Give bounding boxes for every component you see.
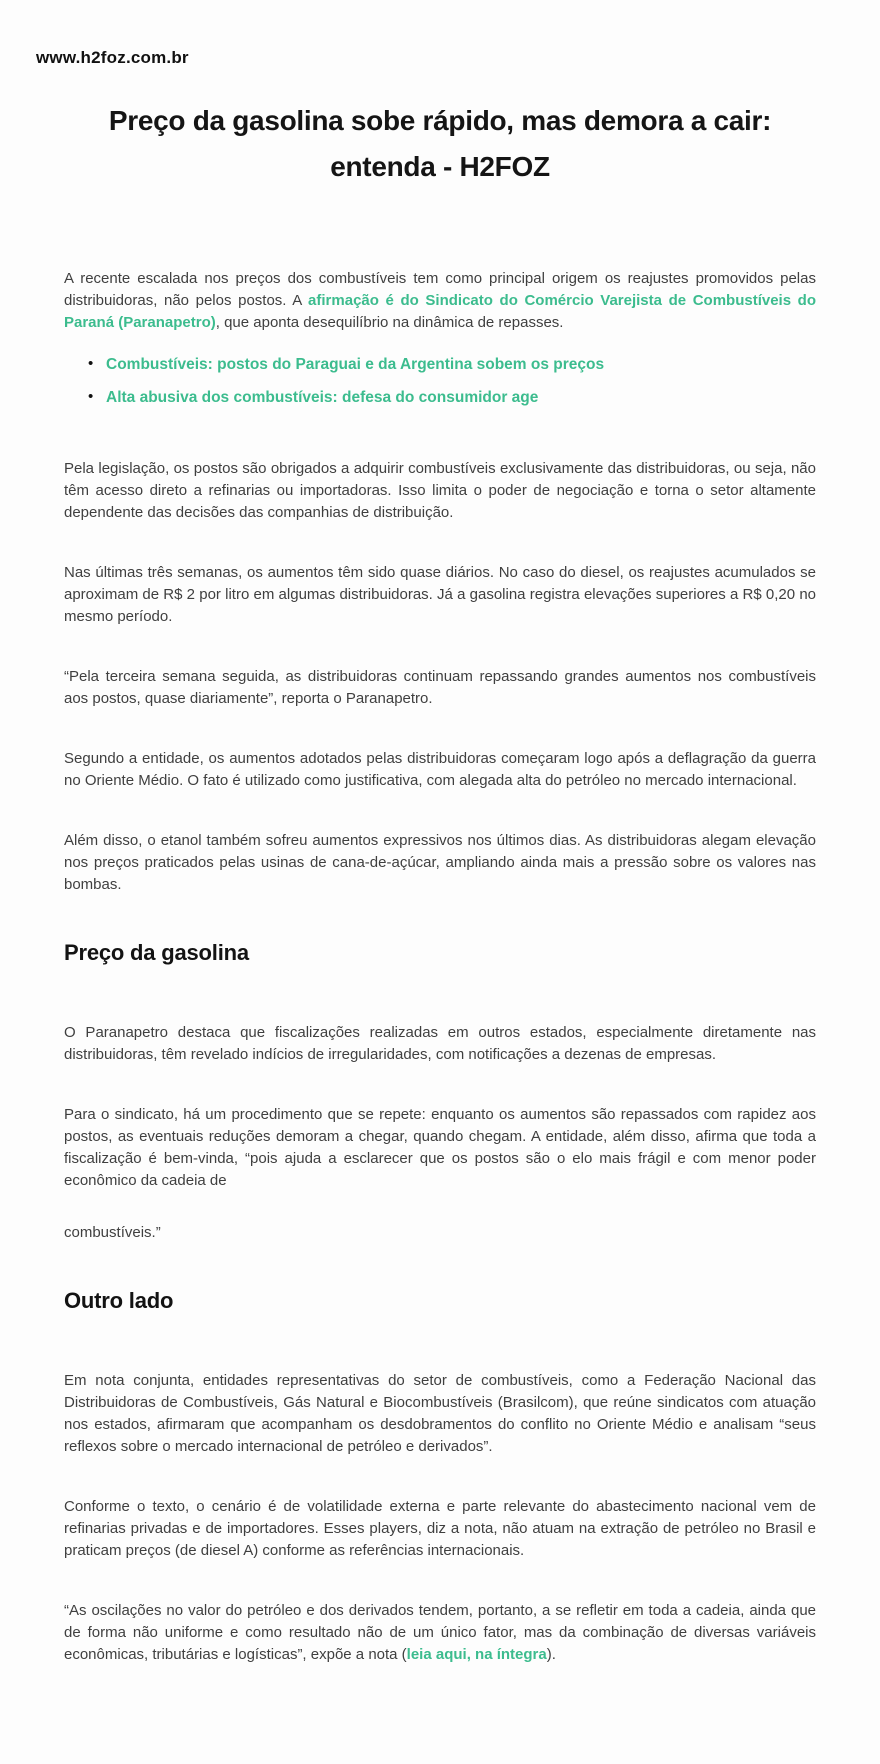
intro-text-after: , que aponta desequilíbrio na dinâmica de repasses. [215, 314, 564, 331]
paragraph-conforme-texto: Conforme o texto, o cenário é de volatilidade externa e parte relevante do abastecimento nacional vem de refinarias privadas e de importadores. Esses players, diz a nota, não atuam na extração de petróleo no Brasil e praticam preços (de diesel A) conforme as referências internacionais. [64, 1498, 816, 1559]
paragraph-nota-conjunta: Em nota conjunta, entidades representativas do setor de combustíveis, como a Federação Nacional das Distribuidoras de Combustíveis, Gás Natural e Biocombustíveis (Brasilcom), que reúne sindicatos com atuação nos estados, afirmaram que acompanham os desdobramentos do conflito no Oriente Médio e analisam “seus reflexos sobre o mercado internacional de petróleo e derivados”. [64, 1372, 816, 1455]
site-url: www.h2foz.com.br [36, 48, 189, 67]
paragraph-ultimas-semanas: Nas últimas três semanas, os aumentos têm sido quase diários. No caso do diesel, os reajustes acumulados se aproximam de R$ 2 por litro em algumas distribuidoras. Já a gasolina registra elevações superiores a R$ 0,20 no mesmo período. [64, 564, 816, 625]
paragraph-legislacao: Pela legislação, os postos são obrigados a adquirir combustíveis exclusivamente das distribuidoras, ou seja, não têm acesso direto a refinarias ou importadoras. Isso limita o poder de negociação e torna o setor altamente dependente das decisões das companhias de distribuição. [64, 460, 816, 521]
closing-text-before: “As oscilações no valor do petróleo e dos derivados tendem, portanto, a se refletir em toda a cadeia, ainda que de forma não uniforme e como resultado não de um único fator, mas da combinação de diversas variáveis econômicas, tributárias e logísticas”, expõe a nota ( [64, 1602, 816, 1663]
leia-aqui-link[interactable]: leia aqui, na íntegra [406, 1646, 547, 1663]
paranapetro-link[interactable]: afirmação é do Sindicato do Comércio Varejista de Combustíveis do Paraná (Paranapetro) [64, 292, 817, 331]
paragraph-etanol: Além disso, o etanol também sofreu aumentos expressivos nos últimos dias. As distribuidoras alegam elevação nos preços praticados pelas usinas de cana-de-açúcar, ampliando ainda mais a pressão sobre os valores nas bombas. [64, 832, 816, 893]
list-item [88, 387, 816, 408]
section-heading-preco-gasolina: Preço da gasolina [64, 940, 249, 965]
related-link-alta-abusiva[interactable]: Alta abusiva dos combustíveis: defesa do consumidor age [106, 389, 539, 406]
section-heading-outro-lado: Outro lado [64, 1288, 174, 1313]
closing-text-after: ). [546, 1646, 556, 1663]
paragraph-fragment-combustiveis: combustíveis.” [64, 1224, 161, 1241]
related-link-paraguai-argentina[interactable]: Combustíveis: postos do Paraguai e da Argentina sobem os preços [106, 356, 605, 373]
paragraph-procedimento: Para o sindicato, há um procedimento que se repete: enquanto os aumentos são repassados com rapidez aos postos, as eventuais reduções demoram a chegar, quando chegam. A entidade, além disso, afirma que toda a fiscalização é bem-vinda, “pois ajuda a esclarecer que os postos são o elo mais frágil e com menor poder econômico da cadeia de [64, 1106, 816, 1189]
intro-text-before: A recente escalada nos preços dos combustíveis tem como principal origem os reajustes promovidos pelas distribuidoras, não pelos postos. A [64, 270, 816, 309]
paragraph-segundo-entidade: Segundo a entidade, os aumentos adotados pelas distribuidoras começaram logo após a deflagração da guerra no Oriente Médio. O fato é utilizado como justificativa, com alegada alta do petróleo no mercado internacional. [64, 750, 816, 789]
paragraph-fiscalizacoes: O Paranapetro destaca que fiscalizações realizadas em outros estados, especialmente diretamente nas distribuidoras, têm revelado indícios de irregularidades, com notificações a dezenas de empresas. [64, 1024, 816, 1063]
article-title [64, 98, 816, 190]
closing-paragraph [64, 1600, 816, 1666]
bullet-icon: • [88, 388, 94, 405]
related-links-list [64, 354, 816, 408]
paragraph-terceira-semana: “Pela terceira semana seguida, as distribuidoras continuam repassando grandes aumentos nos combustíveis aos postos, quase diariamente”, reporta o Paranapetro. [64, 668, 816, 707]
article-title-line2: entenda - H2FOZ [330, 151, 550, 182]
list-item [88, 354, 816, 375]
bullet-icon: • [88, 355, 94, 372]
intro-paragraph [64, 268, 816, 334]
article-title-line1: Preço da gasolina sobe rápido, mas demora a cair: [108, 105, 772, 136]
